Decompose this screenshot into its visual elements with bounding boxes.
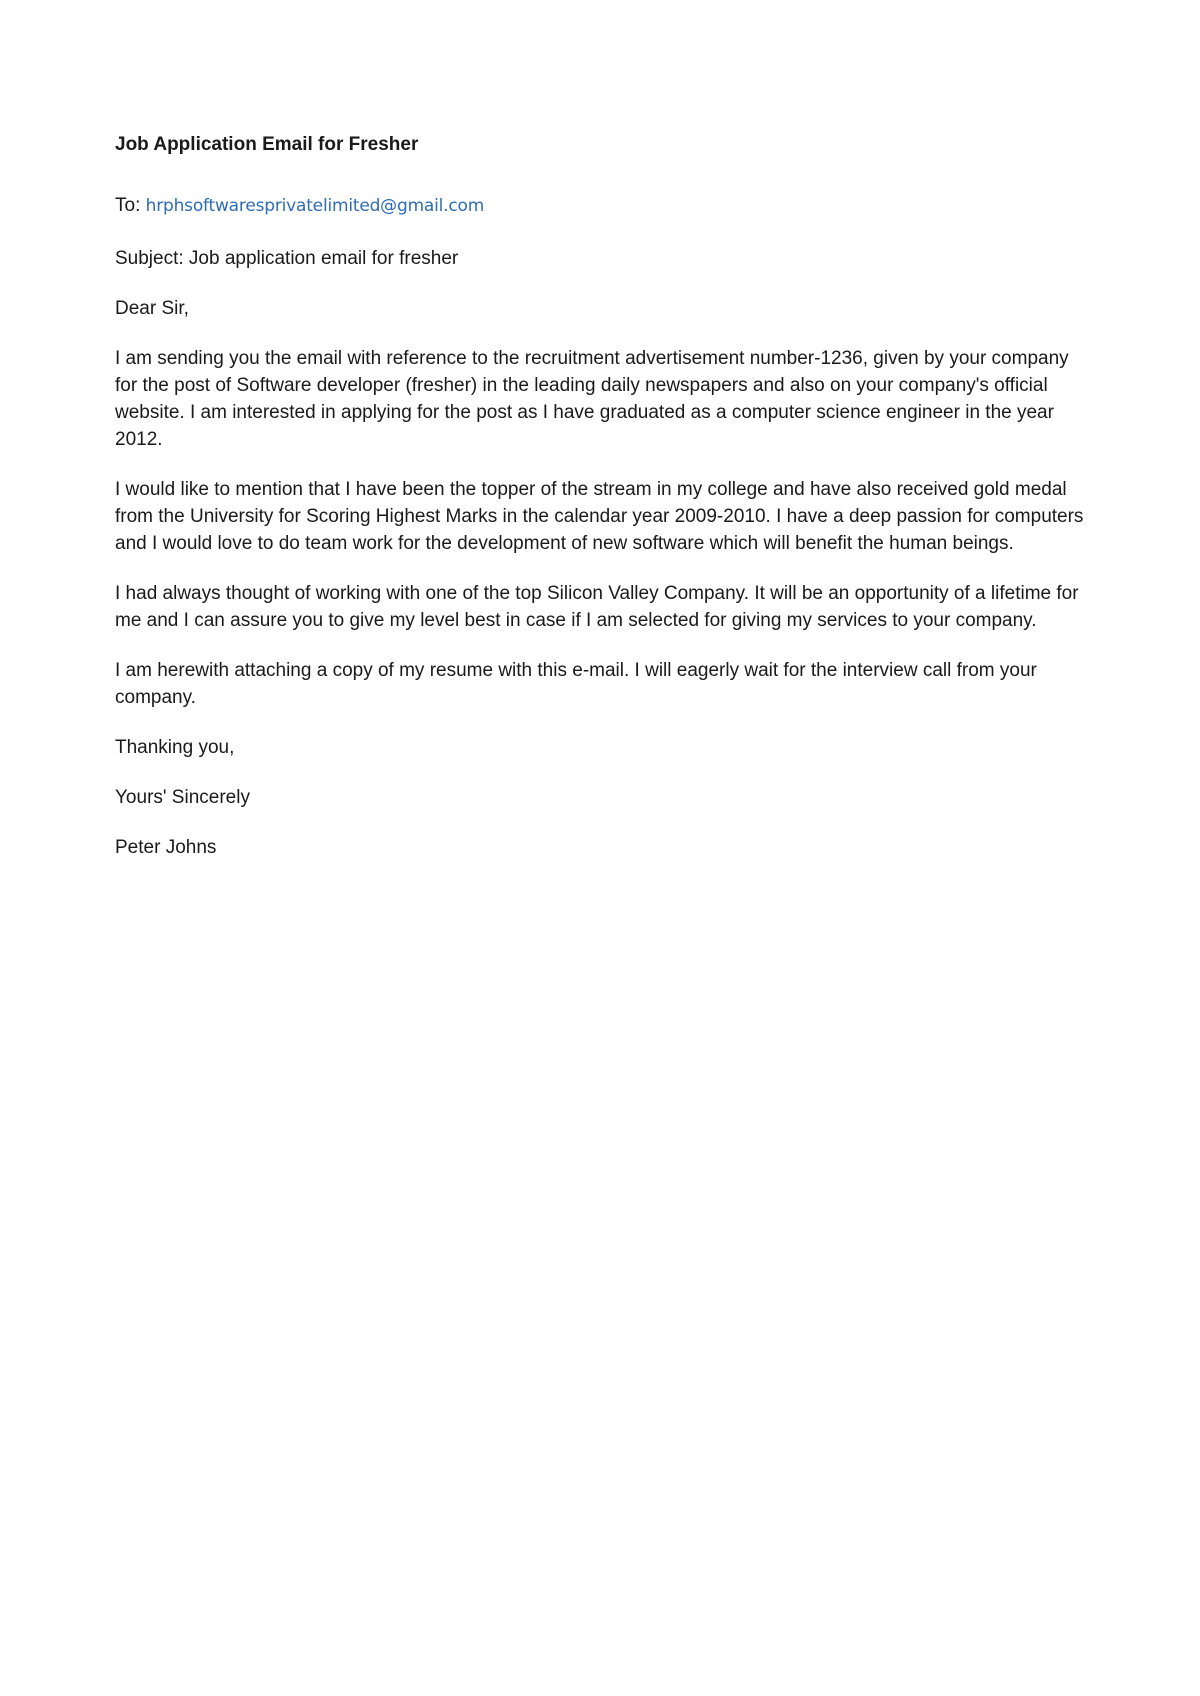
recipient-email-link[interactable]: hrphsoftwaresprivatelimited@gmail.com [145,196,485,216]
document-title: Job Application Email for Fresher [115,134,419,155]
signature-name: Peter Johns [115,837,217,858]
closing-sincerely: Yours' Sincerely [115,787,250,808]
salutation: Dear Sir, [115,298,189,319]
subject-line: Subject: Job application email for fresher [115,248,459,269]
to-label: To: [115,195,141,216]
closing-thanks: Thanking you, [115,737,235,758]
body-paragraph-4: I am herewith attaching a copy of my resume with this e-mail. I will eagerly wait for the interview call from your company. [115,660,1037,708]
recipient-line [115,194,1085,218]
body-paragraph-1: I am sending you the email with reference to the recruitment advertisement number-1236, given by your company for the post of Software developer (fresher) in the leading daily newspapers and also on your company's official website. I am interested in applying for the post as I have graduated as a computer science engineer in the year 2012. [115,348,1069,450]
letter-page [115,133,1085,884]
body-paragraph-2: I would like to mention that I have been the topper of the stream in my college and have also received gold medal from the University for Scoring Highest Marks in the calendar year 2009-2010. I have a deep passion for computers and I would love to do team work for the development of new software which will benefit the human beings. [115,479,1084,554]
body-paragraph-3: I had always thought of working with one of the top Silicon Valley Company. It will be an opportunity of a lifetime for me and I can assure you to give my level best in case if I am selected for giving my services to your company. [115,583,1079,631]
